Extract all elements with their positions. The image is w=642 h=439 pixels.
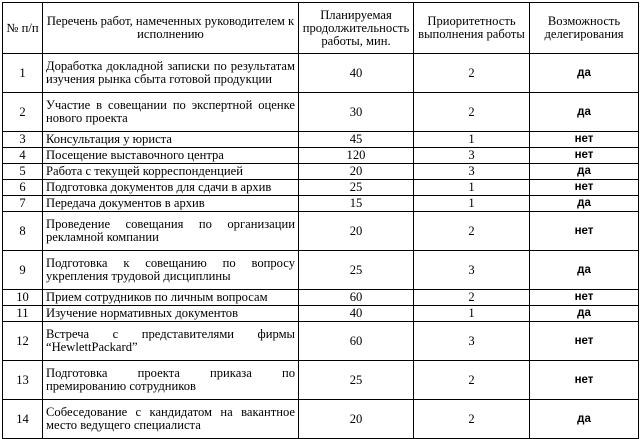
row-number: 2: [3, 93, 43, 132]
table-header-row: [3, 3, 639, 54]
table-row: [3, 196, 639, 212]
priority-cell: 2: [414, 400, 530, 439]
duration-cell: 20: [299, 400, 414, 439]
duration-cell: 30: [299, 93, 414, 132]
row-number: 12: [3, 322, 43, 361]
duration-cell: 120: [299, 148, 414, 164]
priority-cell: 3: [414, 251, 530, 290]
row-number: 11: [3, 306, 43, 322]
delegation-cell: нет: [530, 290, 639, 306]
duration-cell: 20: [299, 212, 414, 251]
table-row: [3, 180, 639, 196]
delegation-cell: да: [530, 400, 639, 439]
priority-cell: 2: [414, 290, 530, 306]
duration-cell: 40: [299, 306, 414, 322]
row-number: 13: [3, 361, 43, 400]
row-number: 14: [3, 400, 43, 439]
work-description: Прием сотрудников по личным вопросам: [43, 290, 299, 306]
table-row: [3, 290, 639, 306]
work-description: Подготовка документов для сдачи в архив: [43, 180, 299, 196]
duration-cell: 25: [299, 180, 414, 196]
duration-cell: 60: [299, 290, 414, 306]
delegation-cell: да: [530, 54, 639, 93]
priority-cell: 2: [414, 93, 530, 132]
work-description: Изучение нормативных документов: [43, 306, 299, 322]
priority-cell: 2: [414, 54, 530, 93]
row-number: 8: [3, 212, 43, 251]
table-row: [3, 400, 639, 439]
row-number: 1: [3, 54, 43, 93]
priority-cell: 3: [414, 322, 530, 361]
header-number: № п/п: [3, 3, 43, 54]
duration-cell: 15: [299, 196, 414, 212]
duration-cell: 45: [299, 132, 414, 148]
duration-cell: 20: [299, 164, 414, 180]
priority-cell: 3: [414, 148, 530, 164]
work-description: Доработка докладной записки по результатам изучения рынка сбыта готовой продукции: [43, 54, 299, 93]
work-description: Участие в совещании по экспертной оценке нового проекта: [43, 93, 299, 132]
delegation-cell: нет: [530, 148, 639, 164]
priority-cell: 1: [414, 306, 530, 322]
duration-cell: 25: [299, 361, 414, 400]
work-description: Проведение совещания по организации рекламной компании: [43, 212, 299, 251]
work-description: Собеседование с кандидатом на вакантное место ведущего специалиста: [43, 400, 299, 439]
work-description: Передача документов в архив: [43, 196, 299, 212]
header-delegation: Возможность делегирования: [530, 3, 639, 54]
delegation-cell: да: [530, 196, 639, 212]
row-number: 9: [3, 251, 43, 290]
table-row: [3, 132, 639, 148]
work-description: Посещение выставочного центра: [43, 148, 299, 164]
delegation-cell: нет: [530, 132, 639, 148]
delegation-cell: да: [530, 164, 639, 180]
row-number: 7: [3, 196, 43, 212]
row-number: 3: [3, 132, 43, 148]
priority-cell: 3: [414, 164, 530, 180]
header-work-list: Перечень работ, намеченных руководителем к исполнению: [43, 3, 299, 54]
delegation-cell: нет: [530, 212, 639, 251]
work-description: Встреча с представителями фирмы “HewlettPackard”: [43, 322, 299, 361]
delegation-cell: нет: [530, 361, 639, 400]
work-description: Работа с текущей корреспонденцией: [43, 164, 299, 180]
header-duration: Планируемая продолжительность работы, мин.: [299, 3, 414, 54]
duration-cell: 40: [299, 54, 414, 93]
row-number: 5: [3, 164, 43, 180]
priority-cell: 1: [414, 180, 530, 196]
table-row: [3, 322, 639, 361]
delegation-cell: да: [530, 306, 639, 322]
priority-cell: 1: [414, 132, 530, 148]
row-number: 6: [3, 180, 43, 196]
duration-cell: 25: [299, 251, 414, 290]
table-row: [3, 54, 639, 93]
row-number: 10: [3, 290, 43, 306]
priority-cell: 1: [414, 196, 530, 212]
delegation-cell: да: [530, 93, 639, 132]
table-row: [3, 361, 639, 400]
table-row: [3, 306, 639, 322]
priority-cell: 2: [414, 361, 530, 400]
duration-cell: 60: [299, 322, 414, 361]
work-plan-table: [2, 2, 639, 439]
work-description: Консультация у юриста: [43, 132, 299, 148]
row-number: 4: [3, 148, 43, 164]
table-row: [3, 164, 639, 180]
table-row: [3, 93, 639, 132]
table-row: [3, 251, 639, 290]
work-description: Подготовка к совещанию по вопросу укрепления трудовой дисциплины: [43, 251, 299, 290]
delegation-cell: нет: [530, 322, 639, 361]
work-description: Подготовка проекта приказа по премированию сотрудников: [43, 361, 299, 400]
delegation-cell: да: [530, 251, 639, 290]
header-priority: Приоритетность выполнения работы: [414, 3, 530, 54]
priority-cell: 2: [414, 212, 530, 251]
table-row: [3, 212, 639, 251]
delegation-cell: нет: [530, 180, 639, 196]
table-row: [3, 148, 639, 164]
